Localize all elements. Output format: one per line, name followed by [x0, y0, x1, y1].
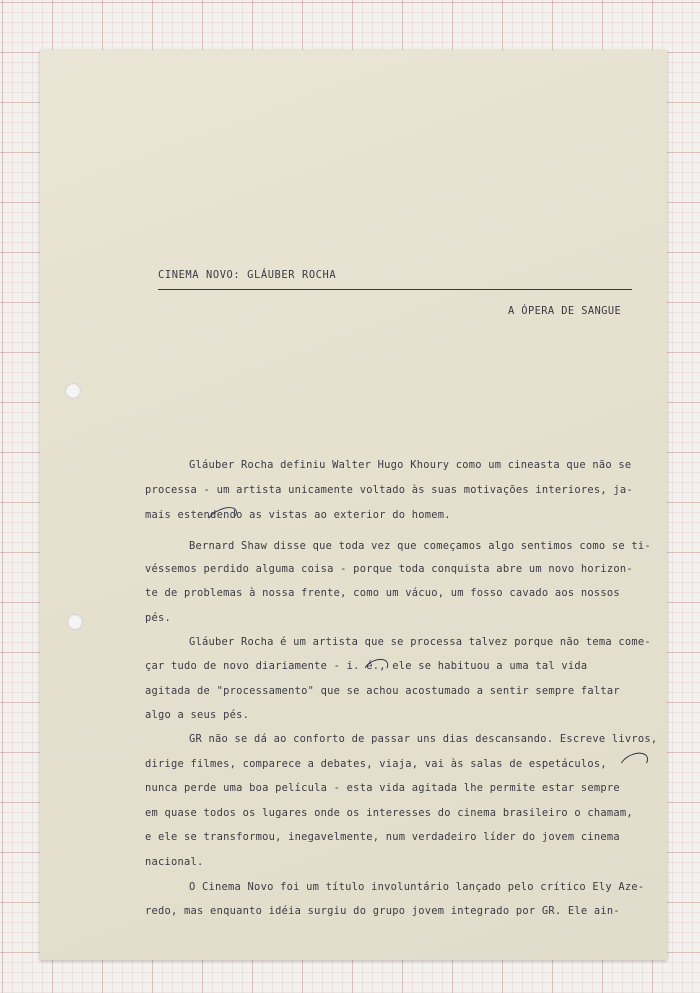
text-line: redo, mas enquanto idéia surgiu do grupo jovem integrado por GR. Ele ain-: [145, 905, 620, 917]
handwritten-correction-mark: [617, 749, 652, 778]
text-line: mais estendendo as vistas ao exterior do homem.: [145, 509, 451, 521]
text-line: te de problemas à nossa frente, como um vácuo, um fosso cavado aos nossos: [145, 587, 620, 599]
text-line: véssemos perdido alguma coisa - porque toda conquista abre um novo horizon-: [145, 563, 633, 575]
text-line: agitada de "processamento" que se achou acostumado a sentir sempre faltar: [145, 685, 620, 697]
text-line: pés.: [145, 612, 172, 624]
text-line: processa - um artista unicamente voltado às suas motivações interiores, ja-: [145, 484, 633, 496]
punch-hole-lower: [67, 614, 83, 630]
typewritten-page: [40, 50, 667, 960]
document-subtitle: A ÓPERA DE SANGUE: [508, 305, 622, 317]
punch-hole-upper: [65, 383, 81, 399]
text-line: Gláuber Rocha definiu Walter Hugo Khoury como um cineasta que não se: [189, 459, 632, 471]
text-line: O Cinema Novo foi um título involuntário lançado pelo crítico Ely Aze-: [189, 881, 645, 893]
handwritten-correction-mark: [204, 503, 240, 531]
text-line: Gláuber Rocha é um artista que se processa talvez porque não tema come-: [189, 636, 651, 648]
text-line: em quase todos os lugares onde os interesses do cinema brasileiro o chamam,: [145, 807, 633, 819]
text-line: çar tudo de novo diariamente - i. é., ele se habituou a uma tal vida: [145, 660, 588, 672]
text-line: GR não se dá ao conforto de passar uns dias descansando. Escreve livros,: [189, 733, 658, 745]
document-header-title: CINEMA NOVO: GLÁUBER ROCHA: [158, 269, 337, 281]
text-line: dirige filmes, comparece a debates, viaja, vai às salas de espetáculos,: [145, 758, 607, 770]
text-line: nunca perde uma boa película - esta vida agitada lhe permite estar sempre: [145, 782, 620, 794]
text-line: nacional.: [145, 856, 204, 868]
text-line: e ele se transformou, inegavelmente, num verdadeiro líder do jovem cinema: [145, 831, 620, 843]
header-rule: [158, 289, 632, 290]
text-line: algo a seus pés.: [145, 709, 250, 721]
text-line: Bernard Shaw disse que toda vez que começamos algo sentimos como se ti-: [189, 540, 651, 552]
